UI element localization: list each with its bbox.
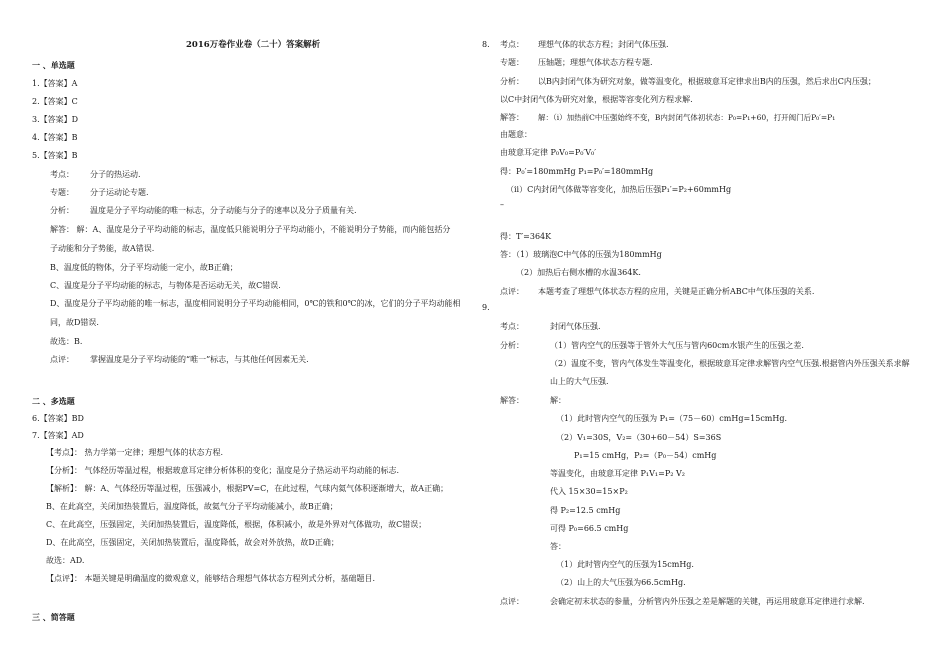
option-analysis: B、在此高空，关闭加热装置后，温度降低，故氦气分子平均动能减小，故B正确； (46, 502, 338, 511)
jieda-label: 解答： (500, 396, 524, 405)
conclusion: 故选：AD. (46, 556, 85, 565)
jieda-line: 子动能和分子势能，故A错误. (50, 244, 155, 253)
solution-line: 代入 15×30=15×P₂ (550, 487, 628, 496)
fenxi-label: 分析： (500, 77, 524, 86)
answer-text: （2）山上的大气压强为66.5cmHg. (556, 578, 686, 587)
answer-line: 5.【答案】B (32, 151, 78, 160)
solution-line: （2）V₁=30S，V₂=（30+60－54）S=36S (556, 433, 722, 442)
solution-line: 可得 P₀=66.5 cmHg (550, 524, 629, 533)
fenxi-text: 山上的大气压强. (550, 377, 609, 386)
section-heading-multi-choice: 二 、多选题 (32, 396, 75, 406)
answer-line: 3.【答案】D (32, 115, 79, 124)
fenxi-text: 温度是分子平均动能的唯一标志，分子动能与分子的速率以及分子质量有关. (90, 206, 357, 215)
section-heading-short-answer: 三 、简答题 (32, 612, 75, 622)
fenxi-text: 以C中封闭气体为研究对象，根据等容变化列方程求解. (500, 95, 693, 104)
option-analysis: C、在此高空，压强固定，关闭加热装置后，温度降低，根据，体积减小，故是外界对气体做功，故C错误； (46, 520, 427, 529)
solution-line: 得：T′=364K (500, 232, 552, 241)
fenxi-text: （2）温度不变，管内气体发生等温变化，根据玻意耳定律求解管内空气压强.根据管内外压强关系求解 (550, 359, 910, 368)
zhuanti-text: 分子运动论专题. (90, 188, 149, 197)
kaodian-label: 考点： (500, 322, 524, 331)
solution-line: 由题意： (500, 130, 532, 139)
jieda-line: 解答： 解：A、温度是分子平均动能的标志，温度低只能说明分子平均动能小，不能说明分子势能，而内能包括分 (50, 225, 451, 234)
solution-line: （ii）C内封闭气体做等容变化，加热后压强P₁′=P₂+60mmHg (506, 185, 732, 194)
solution-line: 由玻意耳定律 P₀V₀=P₀′V₀′ (500, 148, 597, 157)
kaodian-line: 【考点】： 热力学第一定律；理想气体的状态方程. (46, 448, 224, 457)
fenxi-text: （1）管内空气的压强等于管外大气压与管内60cm水银产生的压强之差. (550, 341, 804, 350)
jieda-text: 解： (550, 396, 566, 405)
fenxi-label: 分析： (50, 206, 74, 215)
dianping-label: 点评： (500, 287, 524, 296)
dianping-label: 点评： (500, 597, 524, 606)
answer-line: 6.【答案】BD (32, 414, 84, 423)
kaodian-text: 分子的热运动. (90, 170, 141, 179)
zhuanti-label: 专题： (500, 58, 524, 67)
fenxi-label: 分析： (500, 341, 524, 350)
solution-line: – (500, 200, 504, 209)
option-analysis: D、在此高空，压强固定，关闭加热装置后，温度降低，故会对外放热，故D正确； (46, 538, 339, 547)
kaodian-text: 封闭气体压强. (550, 322, 601, 331)
answer-label: 答： (550, 542, 566, 551)
answer-line: 2.【答案】C (32, 97, 78, 106)
solution-line: 得 P₂=12.5 cmHg (550, 506, 621, 515)
option-analysis: B、温度低的物体，分子平均动能一定小，故B正确； (50, 263, 238, 272)
dianping-label: 点评： (50, 355, 74, 364)
dianping-line: 【点评】： 本题关键是明确温度的微观意义，能够结合理想气体状态方程列式分析，基础题目. (46, 574, 376, 583)
question-number: 8. (482, 40, 490, 49)
answer-text: （2）加热后右侧水槽的水温364K. (516, 268, 641, 277)
dianping-text: 会确定初末状态的参量，分析管内外压强之差是解题的关键，再运用玻意耳定律进行求解. (550, 597, 865, 606)
section-heading-single-choice: 一 、单选题 (32, 60, 75, 70)
jieda-text: 解：（i）加热前C中压强始终不变，B内封闭气体初状态：P₀=P₁+60，打开阀门后P₀′=P₁ (538, 113, 836, 122)
option-analysis: C、温度是分子平均动能的标志，与物体是否运动无关，故C错误. (50, 281, 281, 290)
solution-line: （1）此时管内空气的压强为 P₁=（75－60）cmHg=15cmHg. (556, 414, 788, 423)
jiexi-line: 【解析】： 解：A、气体经历等温过程，压强减小，根据PV=C，在此过程，气球内氦气体积逐渐增大，故A正确； (46, 484, 449, 493)
page-title: 2016万卷作业卷（二十）答案解析 (186, 40, 321, 50)
answer-line: 7.【答案】AD (32, 431, 84, 440)
solution-line: 等温变化，由玻意耳定律 P₁V₁=P₂ V₂ (550, 469, 685, 478)
fenxi-text: 以B内封闭气体为研究对象，做等温变化，根据玻意耳定律求出B内的压强，然后求出C内压强； (538, 77, 876, 86)
solution-line: P₁=15 cmHg，P₂=（P₀－54）cmHg (574, 451, 717, 460)
kaodian-label: 考点： (500, 40, 524, 49)
question-number: 9. (482, 303, 490, 312)
option-analysis: D、温度是分子平均动能的唯一标志，温度相同说明分子平均动能相同，0℃的铁和0℃的冰，它们的分子平均动能相 (50, 299, 461, 308)
option-analysis: 同，故D错误. (50, 318, 99, 327)
dianping-text: 掌握温度是分子平均动能的“唯一”标志，与其他任何因素无关. (90, 355, 309, 364)
zhuanti-label: 专题： (50, 188, 74, 197)
zhuanti-text: 压轴题；理想气体状态方程专题. (538, 58, 653, 67)
solution-line: 得：P₀′=180mmHg P₁=P₀′=180mmHg (500, 167, 654, 176)
dianping-text: 本题考查了理想气体状态方程的应用，关键是正确分析ABC中气体压强的关系. (538, 287, 815, 296)
fenxi-line: 【分析】： 气体经历等温过程，根据玻意耳定律分析体积的变化；温度是分子热运动平均动能的标志. (46, 466, 400, 475)
answer-text: 答：（1）玻璃泡C中气体的压强为180mmHg (500, 250, 662, 259)
kaodian-text: 理想气体的状态方程；封闭气体压强. (538, 40, 669, 49)
kaodian-label: 考点： (50, 170, 74, 179)
answer-text: （1）此时管内空气的压强为15cmHg. (556, 560, 694, 569)
conclusion: 故选：B. (50, 337, 83, 346)
jieda-label: 解答： (500, 113, 524, 122)
answer-line: 4.【答案】B (32, 133, 78, 142)
answer-line: 1.【答案】A (32, 79, 78, 88)
